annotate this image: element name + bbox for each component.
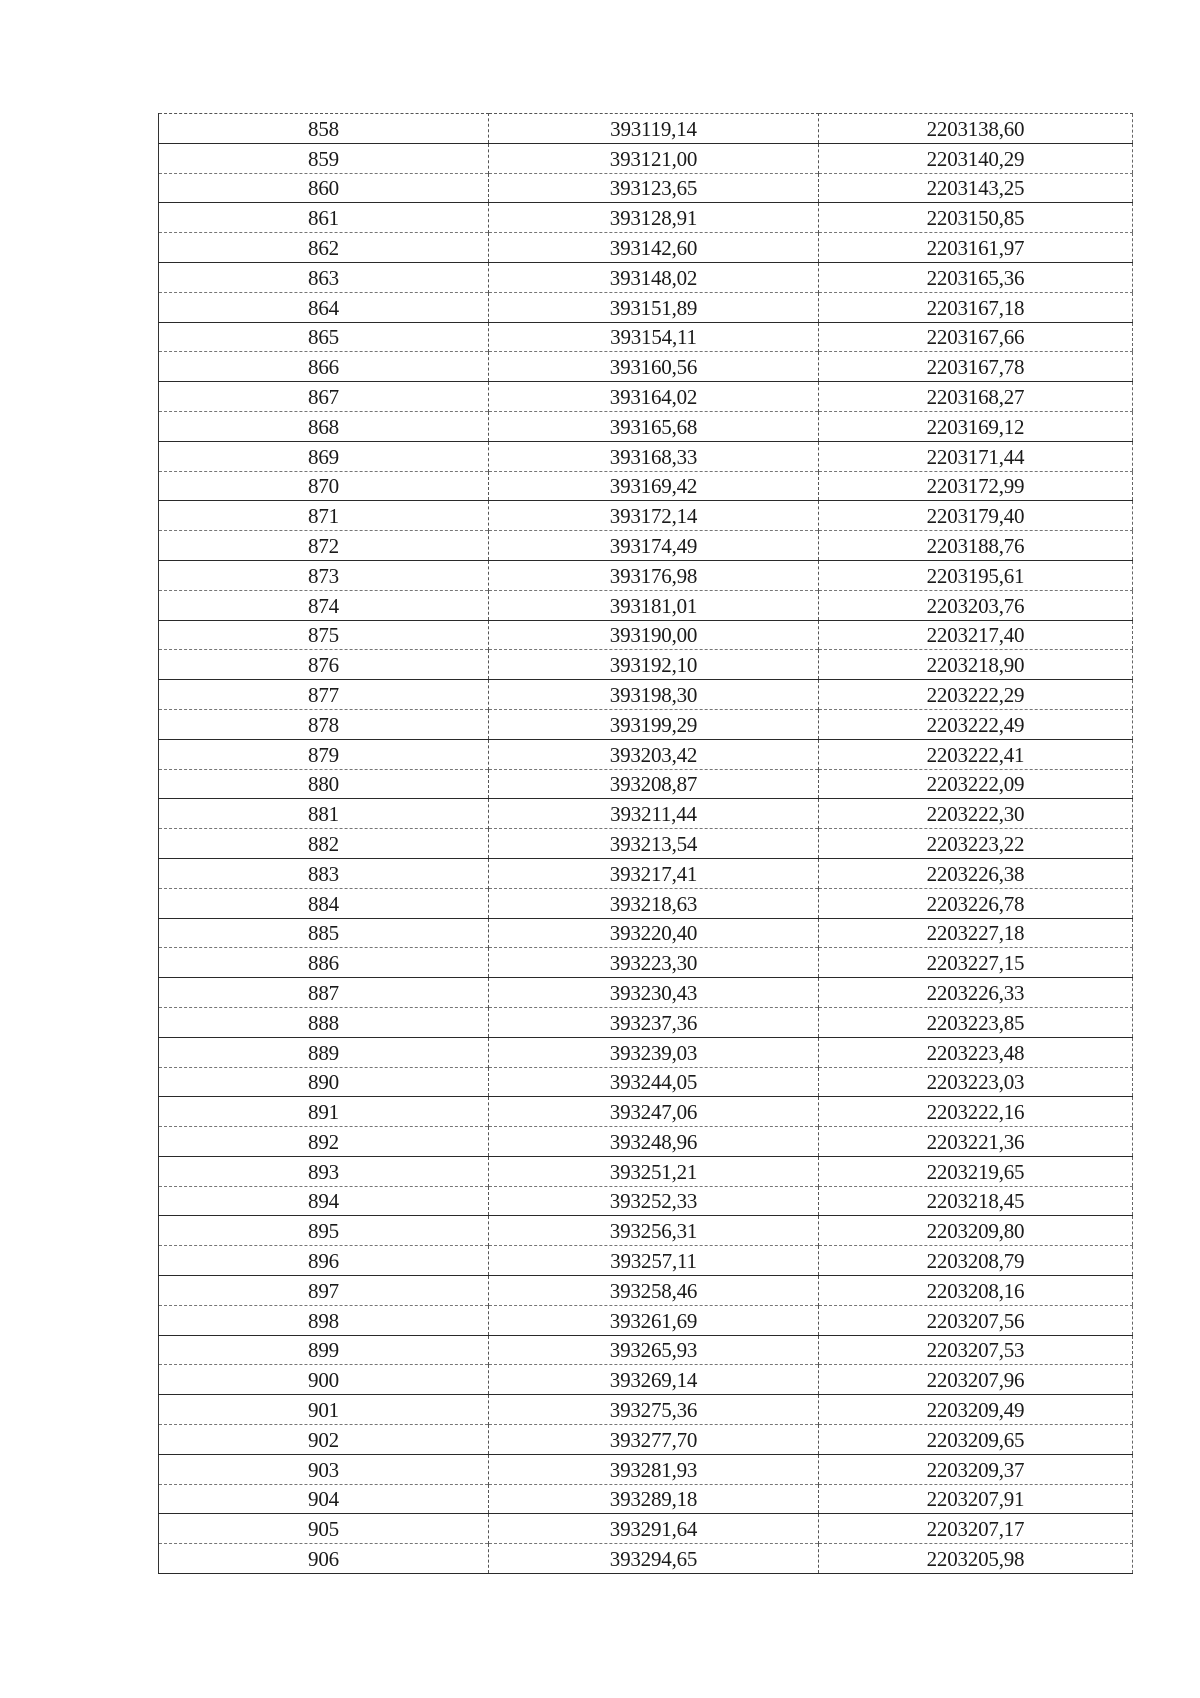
x-coordinate-cell: 393181,01 bbox=[489, 590, 819, 620]
y-coordinate-cell: 2203223,22 bbox=[819, 829, 1133, 859]
y-coordinate-cell: 2203218,45 bbox=[819, 1186, 1133, 1216]
table-row bbox=[159, 620, 1133, 650]
y-coordinate-cell: 2203209,37 bbox=[819, 1454, 1133, 1484]
point-number-cell: 875 bbox=[159, 620, 489, 650]
x-coordinate-cell: 393165,68 bbox=[489, 411, 819, 441]
x-coordinate-cell: 393281,93 bbox=[489, 1454, 819, 1484]
table-row bbox=[159, 143, 1133, 173]
y-coordinate-cell: 2203222,49 bbox=[819, 709, 1133, 739]
y-coordinate-cell: 2203222,29 bbox=[819, 680, 1133, 710]
point-number-cell: 906 bbox=[159, 1544, 489, 1574]
y-coordinate-cell: 2203167,18 bbox=[819, 292, 1133, 322]
table-row bbox=[159, 114, 1133, 144]
point-number-cell: 903 bbox=[159, 1454, 489, 1484]
point-number-cell: 878 bbox=[159, 709, 489, 739]
table-row bbox=[159, 292, 1133, 322]
point-number-cell: 898 bbox=[159, 1305, 489, 1335]
point-number-cell: 902 bbox=[159, 1425, 489, 1455]
x-coordinate-cell: 393294,65 bbox=[489, 1544, 819, 1574]
y-coordinate-cell: 2203227,15 bbox=[819, 948, 1133, 978]
y-coordinate-cell: 2203203,76 bbox=[819, 590, 1133, 620]
x-coordinate-cell: 393289,18 bbox=[489, 1484, 819, 1514]
y-coordinate-cell: 2203223,03 bbox=[819, 1067, 1133, 1097]
coordinates-table-body bbox=[159, 114, 1133, 1574]
x-coordinate-cell: 393174,49 bbox=[489, 531, 819, 561]
point-number-cell: 896 bbox=[159, 1246, 489, 1276]
point-number-cell: 883 bbox=[159, 858, 489, 888]
y-coordinate-cell: 2203218,90 bbox=[819, 650, 1133, 680]
y-coordinate-cell: 2203226,38 bbox=[819, 858, 1133, 888]
y-coordinate-cell: 2203188,76 bbox=[819, 531, 1133, 561]
x-coordinate-cell: 393119,14 bbox=[489, 114, 819, 144]
y-coordinate-cell: 2203169,12 bbox=[819, 411, 1133, 441]
y-coordinate-cell: 2203168,27 bbox=[819, 382, 1133, 412]
y-coordinate-cell: 2203205,98 bbox=[819, 1544, 1133, 1574]
point-number-cell: 880 bbox=[159, 769, 489, 799]
x-coordinate-cell: 393142,60 bbox=[489, 233, 819, 263]
x-coordinate-cell: 393239,03 bbox=[489, 1037, 819, 1067]
x-coordinate-cell: 393160,56 bbox=[489, 352, 819, 382]
table-row bbox=[159, 978, 1133, 1008]
point-number-cell: 858 bbox=[159, 114, 489, 144]
point-number-cell: 904 bbox=[159, 1484, 489, 1514]
y-coordinate-cell: 2203165,36 bbox=[819, 262, 1133, 292]
y-coordinate-cell: 2203195,61 bbox=[819, 560, 1133, 590]
y-coordinate-cell: 2203223,85 bbox=[819, 1007, 1133, 1037]
x-coordinate-cell: 393252,33 bbox=[489, 1186, 819, 1216]
x-coordinate-cell: 393244,05 bbox=[489, 1067, 819, 1097]
table-row bbox=[159, 1067, 1133, 1097]
y-coordinate-cell: 2203179,40 bbox=[819, 501, 1133, 531]
table-row bbox=[159, 173, 1133, 203]
y-coordinate-cell: 2203209,65 bbox=[819, 1425, 1133, 1455]
y-coordinate-cell: 2203207,56 bbox=[819, 1305, 1133, 1335]
y-coordinate-cell: 2203208,16 bbox=[819, 1276, 1133, 1306]
point-number-cell: 901 bbox=[159, 1395, 489, 1425]
table-row bbox=[159, 262, 1133, 292]
x-coordinate-cell: 393198,30 bbox=[489, 680, 819, 710]
table-row bbox=[159, 948, 1133, 978]
y-coordinate-cell: 2203221,36 bbox=[819, 1127, 1133, 1157]
table-row bbox=[159, 382, 1133, 412]
table-row bbox=[159, 560, 1133, 590]
x-coordinate-cell: 393154,11 bbox=[489, 322, 819, 352]
point-number-cell: 884 bbox=[159, 888, 489, 918]
table-row bbox=[159, 680, 1133, 710]
table-row bbox=[159, 739, 1133, 769]
x-coordinate-cell: 393230,43 bbox=[489, 978, 819, 1008]
point-number-cell: 876 bbox=[159, 650, 489, 680]
point-number-cell: 863 bbox=[159, 262, 489, 292]
table-row bbox=[159, 1454, 1133, 1484]
x-coordinate-cell: 393208,87 bbox=[489, 769, 819, 799]
point-number-cell: 864 bbox=[159, 292, 489, 322]
x-coordinate-cell: 393128,91 bbox=[489, 203, 819, 233]
y-coordinate-cell: 2203222,30 bbox=[819, 799, 1133, 829]
y-coordinate-cell: 2203222,16 bbox=[819, 1097, 1133, 1127]
point-number-cell: 862 bbox=[159, 233, 489, 263]
y-coordinate-cell: 2203167,66 bbox=[819, 322, 1133, 352]
table-row bbox=[159, 1007, 1133, 1037]
point-number-cell: 889 bbox=[159, 1037, 489, 1067]
table-row bbox=[159, 352, 1133, 382]
table-row bbox=[159, 858, 1133, 888]
x-coordinate-cell: 393265,93 bbox=[489, 1335, 819, 1365]
y-coordinate-cell: 2203226,33 bbox=[819, 978, 1133, 1008]
table-row bbox=[159, 1305, 1133, 1335]
x-coordinate-cell: 393258,46 bbox=[489, 1276, 819, 1306]
point-number-cell: 894 bbox=[159, 1186, 489, 1216]
point-number-cell: 886 bbox=[159, 948, 489, 978]
x-coordinate-cell: 393261,69 bbox=[489, 1305, 819, 1335]
y-coordinate-cell: 2203208,79 bbox=[819, 1246, 1133, 1276]
table-row bbox=[159, 501, 1133, 531]
x-coordinate-cell: 393251,21 bbox=[489, 1156, 819, 1186]
y-coordinate-cell: 2203150,85 bbox=[819, 203, 1133, 233]
table-row bbox=[159, 1395, 1133, 1425]
table-row bbox=[159, 233, 1133, 263]
y-coordinate-cell: 2203143,25 bbox=[819, 173, 1133, 203]
point-number-cell: 873 bbox=[159, 560, 489, 590]
table-row bbox=[159, 590, 1133, 620]
point-number-cell: 891 bbox=[159, 1097, 489, 1127]
x-coordinate-cell: 393248,96 bbox=[489, 1127, 819, 1157]
y-coordinate-cell: 2203227,18 bbox=[819, 918, 1133, 948]
point-number-cell: 897 bbox=[159, 1276, 489, 1306]
x-coordinate-cell: 393121,00 bbox=[489, 143, 819, 173]
point-number-cell: 881 bbox=[159, 799, 489, 829]
y-coordinate-cell: 2203217,40 bbox=[819, 620, 1133, 650]
table-row bbox=[159, 1484, 1133, 1514]
x-coordinate-cell: 393218,63 bbox=[489, 888, 819, 918]
y-coordinate-cell: 2203140,29 bbox=[819, 143, 1133, 173]
table-row bbox=[159, 650, 1133, 680]
x-coordinate-cell: 393211,44 bbox=[489, 799, 819, 829]
table-row bbox=[159, 1097, 1133, 1127]
x-coordinate-cell: 393176,98 bbox=[489, 560, 819, 590]
table-row bbox=[159, 1216, 1133, 1246]
x-coordinate-cell: 393256,31 bbox=[489, 1216, 819, 1246]
y-coordinate-cell: 2203207,53 bbox=[819, 1335, 1133, 1365]
x-coordinate-cell: 393237,36 bbox=[489, 1007, 819, 1037]
table-row bbox=[159, 1276, 1133, 1306]
x-coordinate-cell: 393277,70 bbox=[489, 1425, 819, 1455]
x-coordinate-cell: 393192,10 bbox=[489, 650, 819, 680]
point-number-cell: 900 bbox=[159, 1365, 489, 1395]
table-row bbox=[159, 888, 1133, 918]
x-coordinate-cell: 393203,42 bbox=[489, 739, 819, 769]
table-row bbox=[159, 709, 1133, 739]
point-number-cell: 885 bbox=[159, 918, 489, 948]
point-number-cell: 892 bbox=[159, 1127, 489, 1157]
table-row bbox=[159, 1544, 1133, 1574]
point-number-cell: 874 bbox=[159, 590, 489, 620]
point-number-cell: 865 bbox=[159, 322, 489, 352]
x-coordinate-cell: 393172,14 bbox=[489, 501, 819, 531]
point-number-cell: 861 bbox=[159, 203, 489, 233]
point-number-cell: 867 bbox=[159, 382, 489, 412]
x-coordinate-cell: 393223,30 bbox=[489, 948, 819, 978]
x-coordinate-cell: 393164,02 bbox=[489, 382, 819, 412]
table-row bbox=[159, 1156, 1133, 1186]
table-row bbox=[159, 441, 1133, 471]
table-row bbox=[159, 1425, 1133, 1455]
table-row bbox=[159, 1335, 1133, 1365]
table-row bbox=[159, 1365, 1133, 1395]
x-coordinate-cell: 393275,36 bbox=[489, 1395, 819, 1425]
x-coordinate-cell: 393269,14 bbox=[489, 1365, 819, 1395]
table-row bbox=[159, 1127, 1133, 1157]
y-coordinate-cell: 2203207,96 bbox=[819, 1365, 1133, 1395]
point-number-cell: 866 bbox=[159, 352, 489, 382]
table-row bbox=[159, 531, 1133, 561]
y-coordinate-cell: 2203172,99 bbox=[819, 471, 1133, 501]
point-number-cell: 905 bbox=[159, 1514, 489, 1544]
table-row bbox=[159, 1037, 1133, 1067]
coordinates-table bbox=[158, 113, 1133, 1574]
table-row bbox=[159, 471, 1133, 501]
table-row bbox=[159, 322, 1133, 352]
x-coordinate-cell: 393169,42 bbox=[489, 471, 819, 501]
y-coordinate-cell: 2203207,91 bbox=[819, 1484, 1133, 1514]
y-coordinate-cell: 2203223,48 bbox=[819, 1037, 1133, 1067]
table-row bbox=[159, 829, 1133, 859]
x-coordinate-cell: 393217,41 bbox=[489, 858, 819, 888]
point-number-cell: 860 bbox=[159, 173, 489, 203]
x-coordinate-cell: 393168,33 bbox=[489, 441, 819, 471]
y-coordinate-cell: 2203219,65 bbox=[819, 1156, 1133, 1186]
x-coordinate-cell: 393257,11 bbox=[489, 1246, 819, 1276]
point-number-cell: 869 bbox=[159, 441, 489, 471]
point-number-cell: 899 bbox=[159, 1335, 489, 1365]
point-number-cell: 872 bbox=[159, 531, 489, 561]
table-row bbox=[159, 203, 1133, 233]
x-coordinate-cell: 393199,29 bbox=[489, 709, 819, 739]
point-number-cell: 877 bbox=[159, 680, 489, 710]
y-coordinate-cell: 2203138,60 bbox=[819, 114, 1133, 144]
x-coordinate-cell: 393220,40 bbox=[489, 918, 819, 948]
y-coordinate-cell: 2203209,49 bbox=[819, 1395, 1133, 1425]
table-row bbox=[159, 799, 1133, 829]
table-row bbox=[159, 411, 1133, 441]
point-number-cell: 882 bbox=[159, 829, 489, 859]
y-coordinate-cell: 2203171,44 bbox=[819, 441, 1133, 471]
x-coordinate-cell: 393291,64 bbox=[489, 1514, 819, 1544]
y-coordinate-cell: 2203161,97 bbox=[819, 233, 1133, 263]
point-number-cell: 871 bbox=[159, 501, 489, 531]
point-number-cell: 895 bbox=[159, 1216, 489, 1246]
x-coordinate-cell: 393148,02 bbox=[489, 262, 819, 292]
y-coordinate-cell: 2203222,09 bbox=[819, 769, 1133, 799]
point-number-cell: 868 bbox=[159, 411, 489, 441]
x-coordinate-cell: 393190,00 bbox=[489, 620, 819, 650]
x-coordinate-cell: 393151,89 bbox=[489, 292, 819, 322]
point-number-cell: 893 bbox=[159, 1156, 489, 1186]
y-coordinate-cell: 2203209,80 bbox=[819, 1216, 1133, 1246]
x-coordinate-cell: 393247,06 bbox=[489, 1097, 819, 1127]
x-coordinate-cell: 393213,54 bbox=[489, 829, 819, 859]
table-row bbox=[159, 1186, 1133, 1216]
table-row bbox=[159, 1246, 1133, 1276]
table-row bbox=[159, 769, 1133, 799]
point-number-cell: 887 bbox=[159, 978, 489, 1008]
table-row bbox=[159, 1514, 1133, 1544]
x-coordinate-cell: 393123,65 bbox=[489, 173, 819, 203]
y-coordinate-cell: 2203226,78 bbox=[819, 888, 1133, 918]
point-number-cell: 859 bbox=[159, 143, 489, 173]
y-coordinate-cell: 2203222,41 bbox=[819, 739, 1133, 769]
y-coordinate-cell: 2203207,17 bbox=[819, 1514, 1133, 1544]
point-number-cell: 879 bbox=[159, 739, 489, 769]
point-number-cell: 890 bbox=[159, 1067, 489, 1097]
y-coordinate-cell: 2203167,78 bbox=[819, 352, 1133, 382]
point-number-cell: 888 bbox=[159, 1007, 489, 1037]
point-number-cell: 870 bbox=[159, 471, 489, 501]
table-row bbox=[159, 918, 1133, 948]
